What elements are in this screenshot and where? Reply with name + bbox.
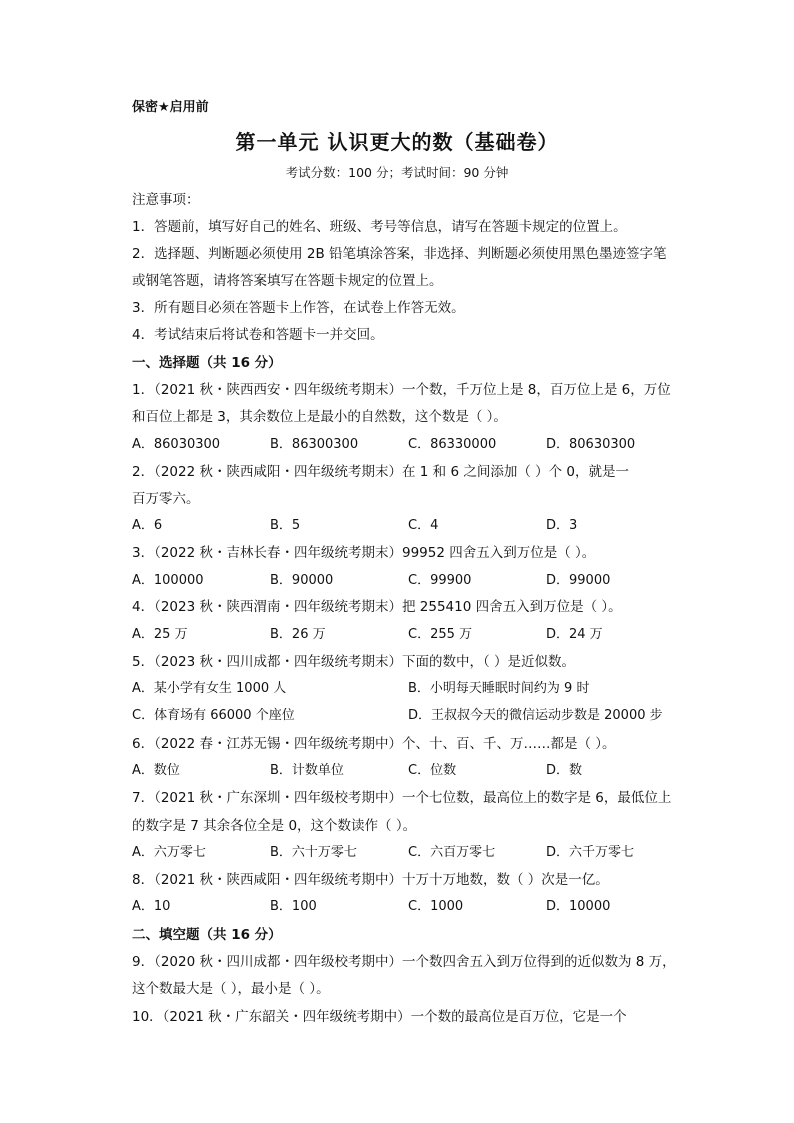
option-d: D．10000 bbox=[546, 899, 611, 914]
note-2-line-1: 2．选择题、判断题必须使用 2B 铅笔填涂答案，非选择、判断题必须使用黑色墨迹签字笔 bbox=[132, 246, 667, 262]
option-b: B．100 bbox=[270, 899, 317, 914]
question-3-line-1: 3．（2022 秋・吉林长春・四年级统考期末）99952 四舍五入到万位是（ ）。 bbox=[132, 545, 596, 561]
question-2-line-1: 2．（2022 秋・陕西咸阳・四年级统考期末）在 1 和 6 之间添加（ ）个 0，就是一 bbox=[132, 464, 630, 480]
question-2-line-2: 百万零六。 bbox=[132, 491, 200, 507]
question-9-line-1: 9．（2020 秋・四川成都・四年级校考期中）一个数四舍五入到万位得到的近似数为 8 万， bbox=[132, 954, 676, 970]
option-d: D．99000 bbox=[546, 573, 611, 588]
page-title: 第一单元 认识更大的数（基础卷） bbox=[235, 130, 559, 154]
option-c: C．位数 bbox=[408, 763, 457, 778]
question-9-line-2: 这个数最大是（ ），最小是（ ）。 bbox=[132, 981, 330, 997]
note-1: 1．答题前，填写好自己的姓名、班级、考号等信息，请写在答题卡规定的位置上。 bbox=[132, 219, 627, 235]
option-a: A．86030300 bbox=[132, 437, 221, 452]
option-c: C．86330000 bbox=[408, 437, 497, 452]
question-10-line-1: 10．（2021 秋・广东韶关・四年级统考期中）一个数的最高位是百万位，它是一个 bbox=[132, 1009, 627, 1025]
question-8-line-1: 8．（2021 秋・陕西咸阳・四年级统考期中）十万十万地数，数（ ）次是一亿。 bbox=[132, 872, 609, 888]
option-a: A．100000 bbox=[132, 573, 204, 588]
option-a: A．10 bbox=[132, 899, 171, 914]
option-d: D．王叔叔今天的微信运动步数是 20000 步 bbox=[408, 708, 663, 723]
option-c: C．255 万 bbox=[408, 627, 473, 642]
option-a: A．六万零七 bbox=[132, 845, 206, 860]
option-c: C．六百万零七 bbox=[408, 845, 496, 860]
question-4-line-1: 4．（2023 秋・陕西渭南・四年级统考期末）把 255410 四舍五入到万位是（ ）。 bbox=[132, 599, 622, 615]
question-6-line-1: 6．（2022 春・江苏无锡・四年级统考期中）个、十、百、千、万……都是（ ）。 bbox=[132, 736, 616, 752]
option-c: C．1000 bbox=[408, 899, 464, 914]
question-1-line-2: 和百位上都是 3，其余数位上是最小的自然数，这个数是（ ）。 bbox=[132, 409, 507, 425]
question-7-line-1: 7．（2021 秋・广东深圳・四年级校考期中）一个七位数，最高位上的数字是 6，最低位上 bbox=[132, 790, 672, 806]
section-heading-choice: 一、选择题（共 16 分） bbox=[132, 355, 282, 371]
option-a: A．数位 bbox=[132, 763, 180, 778]
note-3: 3．所有题目必须在答题卡上作答，在试卷上作答无效。 bbox=[132, 300, 465, 316]
option-d: D．24 万 bbox=[546, 627, 603, 642]
option-b: B．六十万零七 bbox=[270, 845, 357, 860]
option-b: B．90000 bbox=[270, 573, 334, 588]
note-2-line-2: 或钢笔答题，请将答案填写在答题卡规定的位置上。 bbox=[132, 273, 443, 289]
option-d: D．数 bbox=[546, 763, 583, 778]
option-a: A．6 bbox=[132, 518, 163, 533]
option-b: B．26 万 bbox=[270, 627, 326, 642]
option-b: B．计数单位 bbox=[270, 763, 344, 778]
question-5-line-1: 5．（2023 秋・四川成都・四年级统考期末）下面的数中，（ ）是近似数。 bbox=[132, 654, 576, 670]
exam-info: 考试分数：100 分；考试时间：90 分钟 bbox=[285, 165, 509, 180]
question-1-line-1: 1．（2021 秋・陕西西安・四年级统考期末）一个数，千万位上是 8，百万位上是 6，万位 bbox=[132, 382, 671, 398]
option-a: A．某小学有女生 1000 人 bbox=[132, 681, 287, 696]
option-b: B．86300300 bbox=[270, 437, 359, 452]
note-4: 4．考试结束后将试卷和答题卡一并交回。 bbox=[132, 327, 384, 343]
option-c: C．4 bbox=[408, 518, 439, 533]
notes-heading: 注意事项： bbox=[132, 192, 200, 208]
option-c: C．99900 bbox=[408, 573, 472, 588]
confidential-mark: 保密★启用前 bbox=[132, 100, 209, 115]
option-d: D．3 bbox=[546, 518, 578, 533]
option-b: B．小明每天睡眠时间约为 9 时 bbox=[408, 681, 590, 696]
option-d: D．80630300 bbox=[546, 437, 636, 452]
question-7-line-2: 的数字是 7 其余各位全是 0，这个数读作（ ）。 bbox=[132, 818, 417, 834]
option-c: C．体育场有 66000 个座位 bbox=[132, 708, 295, 723]
section-heading-fill: 二、填空题（共 16 分） bbox=[132, 927, 282, 943]
option-b: B．5 bbox=[270, 518, 301, 533]
option-a: A．25 万 bbox=[132, 627, 188, 642]
option-d: D．六千万零七 bbox=[546, 845, 635, 860]
